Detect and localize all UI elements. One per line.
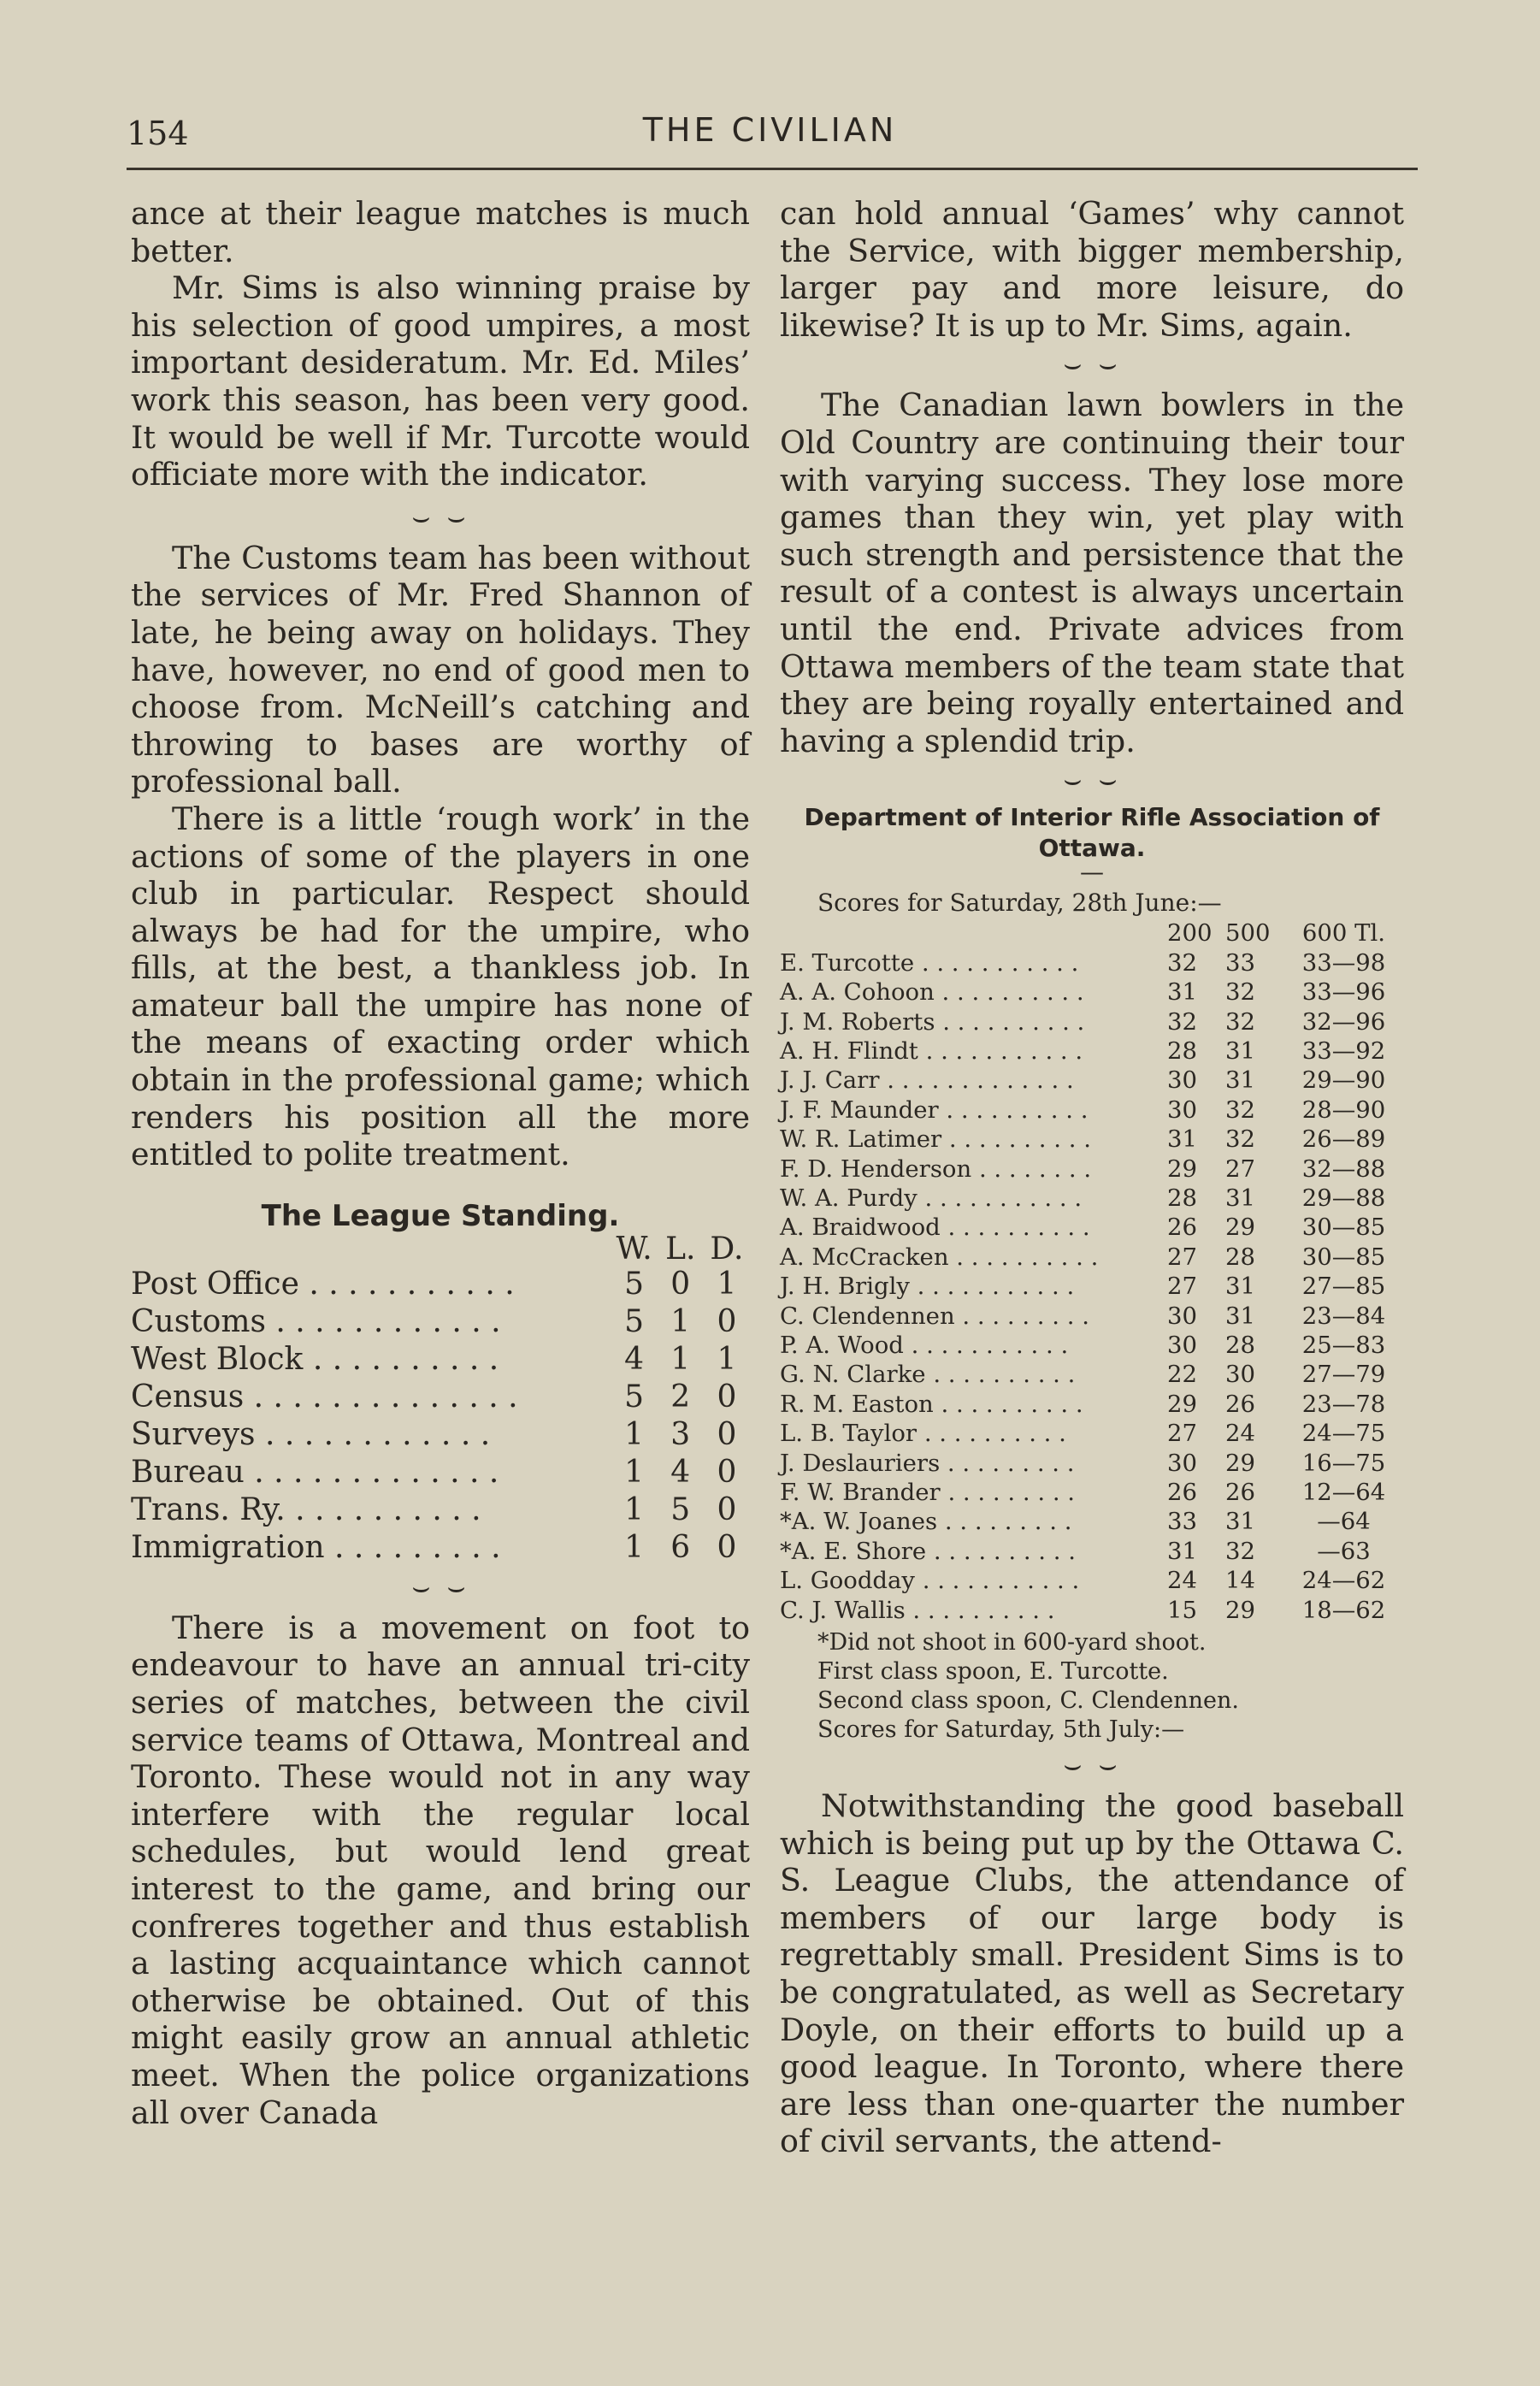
team-name: Customs . . . . . . . . . . . .: [131, 1303, 501, 1339]
shooter-name: A. A. Cohoon . . . . . . . . . .: [780, 978, 1084, 1007]
col-header-total: Tl.: [1354, 919, 1386, 948]
score-200: 28: [1167, 1036, 1197, 1065]
draws: 0: [717, 1454, 737, 1490]
score-600-total: 26—89: [1301, 1125, 1386, 1154]
ornament-divider: ⌣ ⌣: [1063, 347, 1121, 382]
losses: 6: [670, 1529, 691, 1565]
table-row: [780, 1478, 1404, 1507]
score-500: 32: [1225, 1096, 1255, 1124]
score-200: 31: [1167, 978, 1197, 1007]
shooter-name: *A. W. Joanes . . . . . . . . .: [780, 1508, 1072, 1536]
table-row: [780, 1096, 1404, 1125]
wins: 1: [624, 1529, 645, 1565]
losses: 4: [670, 1454, 691, 1490]
table-row: [780, 1360, 1404, 1389]
table-row: [131, 1379, 750, 1416]
rifle-notes: [780, 1628, 1404, 1745]
losses: 1: [670, 1341, 691, 1377]
team-name: Census . . . . . . . . . . . . . .: [131, 1379, 518, 1414]
league-standing-title: The League Standing.: [261, 1198, 620, 1233]
shooter-name: J. J. Carr . . . . . . . . . . . . .: [780, 1066, 1074, 1095]
league-header-row: [131, 1233, 750, 1266]
score-200: 30: [1167, 1449, 1197, 1477]
draws: 1: [717, 1341, 737, 1377]
score-500: 31: [1225, 1508, 1255, 1536]
left-paragraph-1: ance at their league matches is much better.: [131, 195, 750, 269]
team-name: Bureau . . . . . . . . . . . . .: [131, 1454, 499, 1490]
score-500: 26: [1225, 1390, 1255, 1418]
wins: 5: [624, 1266, 645, 1302]
score-500: 31: [1225, 1184, 1255, 1212]
shooter-name: C. J. Wallis . . . . . . . . . .: [780, 1596, 1055, 1624]
score-200: 29: [1167, 1390, 1197, 1418]
score-500: 29: [1225, 1596, 1255, 1624]
table-row: [780, 1125, 1404, 1154]
score-600-total: 32—96: [1301, 1007, 1386, 1036]
score-600-total: 23—84: [1301, 1302, 1386, 1330]
score-600-total: 23—78: [1301, 1390, 1386, 1418]
left-paragraph-3: The Customs team has been without the services of Mr. Fred Shannon of late, he being away on holidays. They have, however, no end of good men to choose from. McNeill’s catching and throwing to bases are worthy of professional ball.: [131, 539, 750, 800]
page-number: 154: [127, 115, 189, 152]
team-name: Immigration . . . . . . . . .: [131, 1529, 501, 1565]
wins: 4: [624, 1341, 645, 1377]
score-500: 33: [1225, 948, 1255, 977]
right-paragraph-2: The Canadian lawn bowlers in the Old Country are continuing their tour with varying success. They lose more games than they win, yet play with such strength and persistence that the result of a contest is always uncertain until the end. Private advices from Ottawa members of the team state that they are being royally entertained and having a splendid trip.: [780, 387, 1404, 759]
draws: 0: [717, 1529, 737, 1565]
score-200: 33: [1167, 1508, 1197, 1536]
ornament-divider: ⌣ ⌣: [1063, 763, 1121, 798]
table-row: [780, 1596, 1404, 1625]
header-rule: [127, 168, 1418, 170]
score-600-total: 29—88: [1301, 1184, 1386, 1212]
table-row: [131, 1529, 750, 1567]
losses: 2: [670, 1379, 691, 1414]
score-500: 28: [1225, 1332, 1255, 1359]
team-name: Trans. Ry. . . . . . . . . . .: [131, 1491, 481, 1527]
shooter-name: J. F. Maunder . . . . . . . . . .: [780, 1096, 1089, 1124]
score-500: 32: [1225, 978, 1255, 1007]
table-row: [780, 1036, 1404, 1066]
table-row: [780, 1566, 1404, 1595]
table-row: [780, 1272, 1404, 1301]
table-row: [780, 1155, 1404, 1184]
shooter-name: W. R. Latimer . . . . . . . . . .: [780, 1125, 1091, 1154]
draws: 0: [717, 1416, 737, 1452]
losses: 1: [670, 1303, 691, 1339]
table-row: [131, 1454, 750, 1491]
score-200: 31: [1167, 1537, 1197, 1565]
table-row: [780, 1390, 1404, 1419]
draws: 1: [717, 1266, 737, 1302]
shooter-name: E. Turcotte . . . . . . . . . . .: [780, 948, 1079, 977]
team-name: Surveys . . . . . . . . . . . .: [131, 1416, 491, 1452]
table-row: [131, 1416, 750, 1454]
score-200: 30: [1167, 1332, 1197, 1359]
table-row: [780, 977, 1404, 1007]
score-200: 26: [1167, 1479, 1197, 1507]
score-600-total: 25—83: [1301, 1332, 1386, 1359]
right-column: [780, 195, 1404, 2160]
table-row: [780, 1449, 1404, 1478]
score-600-total: —64: [1317, 1508, 1371, 1536]
shooter-name: C. Clendennen . . . . . . . . .: [780, 1302, 1089, 1330]
score-500: 31: [1225, 1036, 1255, 1065]
table-row: [131, 1341, 750, 1379]
shooter-name: F. D. Henderson . . . . . . . .: [780, 1155, 1092, 1183]
score-600-total: 33—96: [1301, 978, 1386, 1007]
score-600-total: 16—75: [1301, 1449, 1386, 1477]
score-500: 14: [1225, 1567, 1255, 1595]
score-200: 27: [1167, 1273, 1197, 1301]
score-200: 30: [1167, 1066, 1197, 1095]
wins: 5: [624, 1303, 645, 1339]
score-600-total: —63: [1317, 1537, 1371, 1565]
score-200: 31: [1167, 1125, 1197, 1154]
score-500: 31: [1225, 1273, 1255, 1301]
spoon-note-first: First class spoon, E. Turcotte.: [817, 1658, 1169, 1686]
score-500: 28: [1225, 1243, 1255, 1271]
score-200: 32: [1167, 948, 1197, 977]
score-500: 31: [1225, 1066, 1255, 1095]
title-dash: —: [1080, 858, 1104, 887]
shooter-name: G. N. Clarke . . . . . . . . . .: [780, 1361, 1076, 1389]
score-600-total: 33—98: [1301, 948, 1386, 977]
footnote: *Did not shoot in 600-yard shoot.: [817, 1629, 1207, 1657]
score-500: 29: [1225, 1214, 1255, 1242]
score-500: 30: [1225, 1361, 1255, 1389]
table-row: [131, 1491, 750, 1529]
score-200: 22: [1167, 1361, 1197, 1389]
team-name: West Block . . . . . . . . . .: [131, 1341, 499, 1377]
shooter-name: A. McCracken . . . . . . . . . .: [780, 1243, 1099, 1271]
left-paragraph-5: There is a movement on foot to endeavour to have an annual tri-city series of matches, between the civil service teams of Ottawa, Montreal and Toronto. These would not in any way interfere with the regular local schedules, but would lend great interest to the game, and bring our confreres together and thus establish a lasting acquaintance which cannot otherwise be obtained. Out of this might easily grow an annual athletic meet. When the police organizations all over Canada: [131, 1609, 750, 2131]
score-600-total: 12—64: [1301, 1479, 1386, 1507]
draws: 0: [717, 1303, 737, 1339]
ornament-divider: ⌣ ⌣: [1063, 1748, 1121, 1783]
score-200: 32: [1167, 1007, 1197, 1036]
table-row: [780, 1331, 1404, 1360]
score-200: 24: [1167, 1567, 1197, 1595]
table-row: [780, 1066, 1404, 1095]
shooter-name: P. A. Wood . . . . . . . . . . .: [780, 1332, 1069, 1359]
wins: 1: [624, 1454, 645, 1490]
losses: 5: [670, 1491, 691, 1527]
table-row: [780, 1213, 1404, 1242]
score-600-total: 33—92: [1301, 1036, 1386, 1065]
shooter-name: A. Braidwood . . . . . . . . . .: [780, 1214, 1090, 1242]
table-row: [780, 1302, 1404, 1331]
rifle-rows: [780, 948, 1404, 1625]
score-500: 27: [1225, 1155, 1255, 1183]
score-200: 15: [1167, 1596, 1197, 1624]
spoon-note-second: Second class spoon, C. Clendennen.: [817, 1687, 1239, 1715]
league-standing-table: [131, 1233, 750, 1567]
right-paragraph-1: can hold annual ‘Games’ why cannot the Service, with bigger membership, larger pay and more leisure, do likewise? It is up to Mr. Sims, again.: [780, 195, 1404, 344]
score-500: 29: [1225, 1449, 1255, 1477]
draws: 0: [717, 1491, 737, 1527]
shooter-name: J. M. Roberts . . . . . . . . . .: [780, 1007, 1085, 1036]
table-row: [780, 1537, 1404, 1566]
table-row: [780, 948, 1404, 977]
score-200: 30: [1167, 1096, 1197, 1124]
rifle-association-title: Department of Interior Rifle Association of Ottawa.: [804, 803, 1380, 863]
col-header-600-total: [1283, 918, 1404, 948]
scores-next-heading: Scores for Saturday, 5th July:—: [817, 1716, 1185, 1744]
score-600-total: 30—85: [1301, 1243, 1386, 1271]
shooter-name: L. Goodday . . . . . . . . . . .: [780, 1567, 1080, 1595]
score-600-total: 28—90: [1301, 1096, 1386, 1124]
wins: 1: [624, 1416, 645, 1452]
score-500: 32: [1225, 1007, 1255, 1036]
table-row: [780, 1184, 1404, 1213]
score-600-total: 27—79: [1301, 1361, 1386, 1389]
wins: 1: [624, 1491, 645, 1527]
score-200: 26: [1167, 1214, 1197, 1242]
score-500: 32: [1225, 1537, 1255, 1565]
score-200: 27: [1167, 1243, 1197, 1271]
left-paragraph-4: There is a little ‘rough work’ in the actions of some of the players in one club in particular. Respect should always be had for the umpire, who fills, at the best, a thankless job. In amateur ball the umpire has none of the means of exacting order which obtain in the professional game; which renders his position all the more entitled to polite treatment.: [131, 800, 750, 1173]
shooter-name: J. Deslauriers . . . . . . . . .: [780, 1449, 1075, 1477]
score-500: 31: [1225, 1302, 1255, 1330]
table-row: [780, 1243, 1404, 1272]
score-500: 32: [1225, 1125, 1255, 1154]
score-200: 28: [1167, 1184, 1197, 1212]
team-name: Post Office . . . . . . . . . . .: [131, 1266, 515, 1302]
col-header-l: L.: [665, 1231, 696, 1267]
ornament-divider: ⌣ ⌣: [411, 499, 469, 534]
score-200: 29: [1167, 1155, 1197, 1183]
col-header-w: W.: [616, 1231, 652, 1267]
shooter-name: L. B. Taylor . . . . . . . . . .: [780, 1420, 1066, 1448]
ornament-divider: ⌣ ⌣: [411, 1569, 469, 1604]
draws: 0: [717, 1379, 737, 1414]
shooter-name: J. H. Brigly . . . . . . . . . . .: [780, 1273, 1075, 1301]
col-header-600: 600: [1301, 919, 1348, 948]
shooter-name: *A. E. Shore . . . . . . . . . .: [780, 1537, 1077, 1565]
table-row: [780, 1007, 1404, 1036]
table-row: [131, 1303, 750, 1341]
left-paragraph-2: Mr. Sims is also winning praise by his selection of good umpires, a most important desideratum. Mr. Ed. Miles’ work this season, has been very good. It would be well if Mr. Turcotte would officiate more with the indicator.: [131, 269, 750, 493]
col-header-d: D.: [710, 1231, 744, 1267]
score-600-total: 29—90: [1301, 1066, 1386, 1095]
left-column: [131, 195, 750, 2131]
score-600-total: 18—62: [1301, 1596, 1386, 1624]
table-row: [780, 1507, 1404, 1536]
col-header-200: 200: [1167, 919, 1213, 948]
page-title: THE CIVILIAN: [642, 111, 898, 149]
shooter-name: R. M. Easton . . . . . . . . . .: [780, 1390, 1083, 1418]
score-500: 24: [1225, 1420, 1255, 1448]
rifle-header-row: [780, 918, 1404, 948]
score-600-total: 32—88: [1301, 1155, 1386, 1183]
score-600-total: 24—62: [1301, 1567, 1386, 1595]
right-paragraph-3: Notwithstanding the good baseball which is being put up by the Ottawa C. S. League Clubs, the attendance of members of our large body is regrettably small. President Sims is to be congratulated, as well as Secretary Doyle, on their efforts to build up a good league. In Toronto, where there are less than one-quarter the number of civil servants, the attend-: [780, 1787, 1404, 2160]
score-200: 27: [1167, 1420, 1197, 1448]
score-600-total: 27—85: [1301, 1273, 1386, 1301]
wins: 5: [624, 1379, 645, 1414]
col-header-500: 500: [1225, 919, 1271, 948]
shooter-name: F. W. Brander . . . . . . . . .: [780, 1479, 1076, 1507]
score-600-total: 24—75: [1301, 1420, 1386, 1448]
score-200: 30: [1167, 1302, 1197, 1330]
shooter-name: W. A. Purdy . . . . . . . . . . .: [780, 1184, 1083, 1212]
scores-subheading: Scores for Saturday, 28th June:—: [817, 889, 1222, 918]
score-600-total: 30—85: [1301, 1214, 1386, 1242]
rifle-scores-table: [780, 918, 1404, 1625]
shooter-name: A. H. Flindt . . . . . . . . . . .: [780, 1036, 1083, 1065]
losses: 3: [670, 1416, 691, 1452]
score-500: 26: [1225, 1479, 1255, 1507]
table-row: [780, 1419, 1404, 1448]
table-row: [131, 1266, 750, 1303]
losses: 0: [670, 1266, 691, 1302]
